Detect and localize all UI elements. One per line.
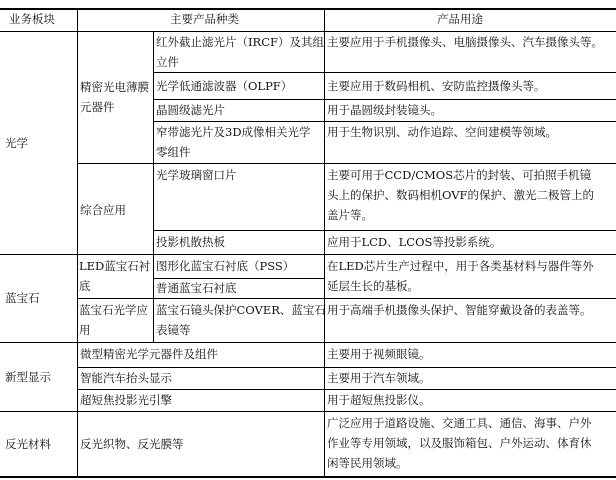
product-ust-engine: 超短焦投影光引擎 <box>80 393 172 407</box>
section-rule <box>0 342 616 343</box>
product-wafer-filter: 晶圆级滤光片 <box>156 103 225 117</box>
product-pss: 图形化蓝宝石衬底（PSS） <box>156 259 295 273</box>
product-ircf: 红外截止滤光片（IRCF）及其组 立件 <box>156 35 324 69</box>
row-rule <box>153 72 616 73</box>
table-bottom-rule <box>0 476 616 478</box>
table-top-rule <box>0 8 616 10</box>
product-projector-plate: 投影机散热板 <box>156 235 225 249</box>
usage-wafer-filter: 用于晶圆级封装镜头。 <box>327 103 442 117</box>
product-plain-substrate: 普通蓝宝石衬底 <box>156 281 237 295</box>
segment-reflective: 反光材料 <box>5 437 51 451</box>
col-rule <box>153 31 154 342</box>
group-integrated: 综合应用 <box>80 203 126 217</box>
product-micro-optics: 微型精密光学元器件及组件 <box>80 347 218 361</box>
col-rule <box>324 8 325 342</box>
usage-ircf: 主要应用于手机摄像头、电脑摄像头、汽车摄像头等。 <box>327 35 603 49</box>
product-narrowband: 窄带滤光片及3D成像相关光学 零组件 <box>156 125 311 159</box>
usage-micro-optics: 主要用于视频眼镜。 <box>327 347 431 361</box>
header-segment: 业务板块 <box>9 12 55 26</box>
segment-sapphire: 蓝宝石 <box>5 291 40 305</box>
product-reflective: 反光织物、反光膜等 <box>80 437 184 451</box>
header-usage: 产品用途 <box>437 12 483 26</box>
usage-sapphire-cover: 用于高端手机摄像头保护、智能穿戴设备的表盖等。 <box>327 303 592 317</box>
usage-projector-plate: 应用于LCD、LCOS等投影系统。 <box>327 235 502 249</box>
section-rule <box>0 411 616 412</box>
product-sapphire-cover: 蓝宝石镜头保护COVER、蓝宝石 表镜等 <box>156 303 326 337</box>
usage-led-substrate: 在LED芯片生产过程中，用于各类基材料与器件等外 延层生长的基板。 <box>327 259 594 293</box>
group-led-substrate: LED蓝宝石衬 底 <box>79 259 151 293</box>
header-products: 主要产品种类 <box>170 12 239 26</box>
col-rule <box>77 8 78 477</box>
usage-narrowband: 用于生物识别、动作追踪、空间建模等领域。 <box>327 125 557 139</box>
row-rule <box>77 163 616 164</box>
group-thin-film: 精密光电薄膜 元器件 <box>80 80 149 114</box>
product-glass-window: 光学玻璃窗口片 <box>156 168 237 182</box>
usage-reflective: 广泛应用于道路设施、交通工具、通信、海事、户外 作业等专用领域，以及服饰箱包、户外运动、体育休 闲等民用领域。 <box>327 416 592 470</box>
group-sapphire-optical: 蓝宝石光学应 用 <box>79 303 148 337</box>
section-rule <box>0 254 616 255</box>
product-hud: 智能汽车抬头显示 <box>80 371 172 385</box>
usage-olpf: 主要应用于数码相机、安防监控摄像头等。 <box>327 79 546 93</box>
usage-ust-engine: 用于超短焦投影仪。 <box>327 393 431 407</box>
col-rule <box>324 342 325 476</box>
usage-glass-window: 主要可用于CCD/CMOS芯片的封装、可拍照手机镜 头上的保护、数码相机OVF的保护、激光二极管上的 盖片等。 <box>327 168 595 222</box>
product-olpf: 光学低通滤波器（OLPF） <box>156 79 293 93</box>
row-rule <box>153 230 616 231</box>
row-rule <box>77 298 616 299</box>
segment-display: 新型显示 <box>5 370 51 384</box>
usage-hud: 主要用于汽车领域。 <box>327 371 431 385</box>
segment-optics: 光学 <box>5 136 28 150</box>
